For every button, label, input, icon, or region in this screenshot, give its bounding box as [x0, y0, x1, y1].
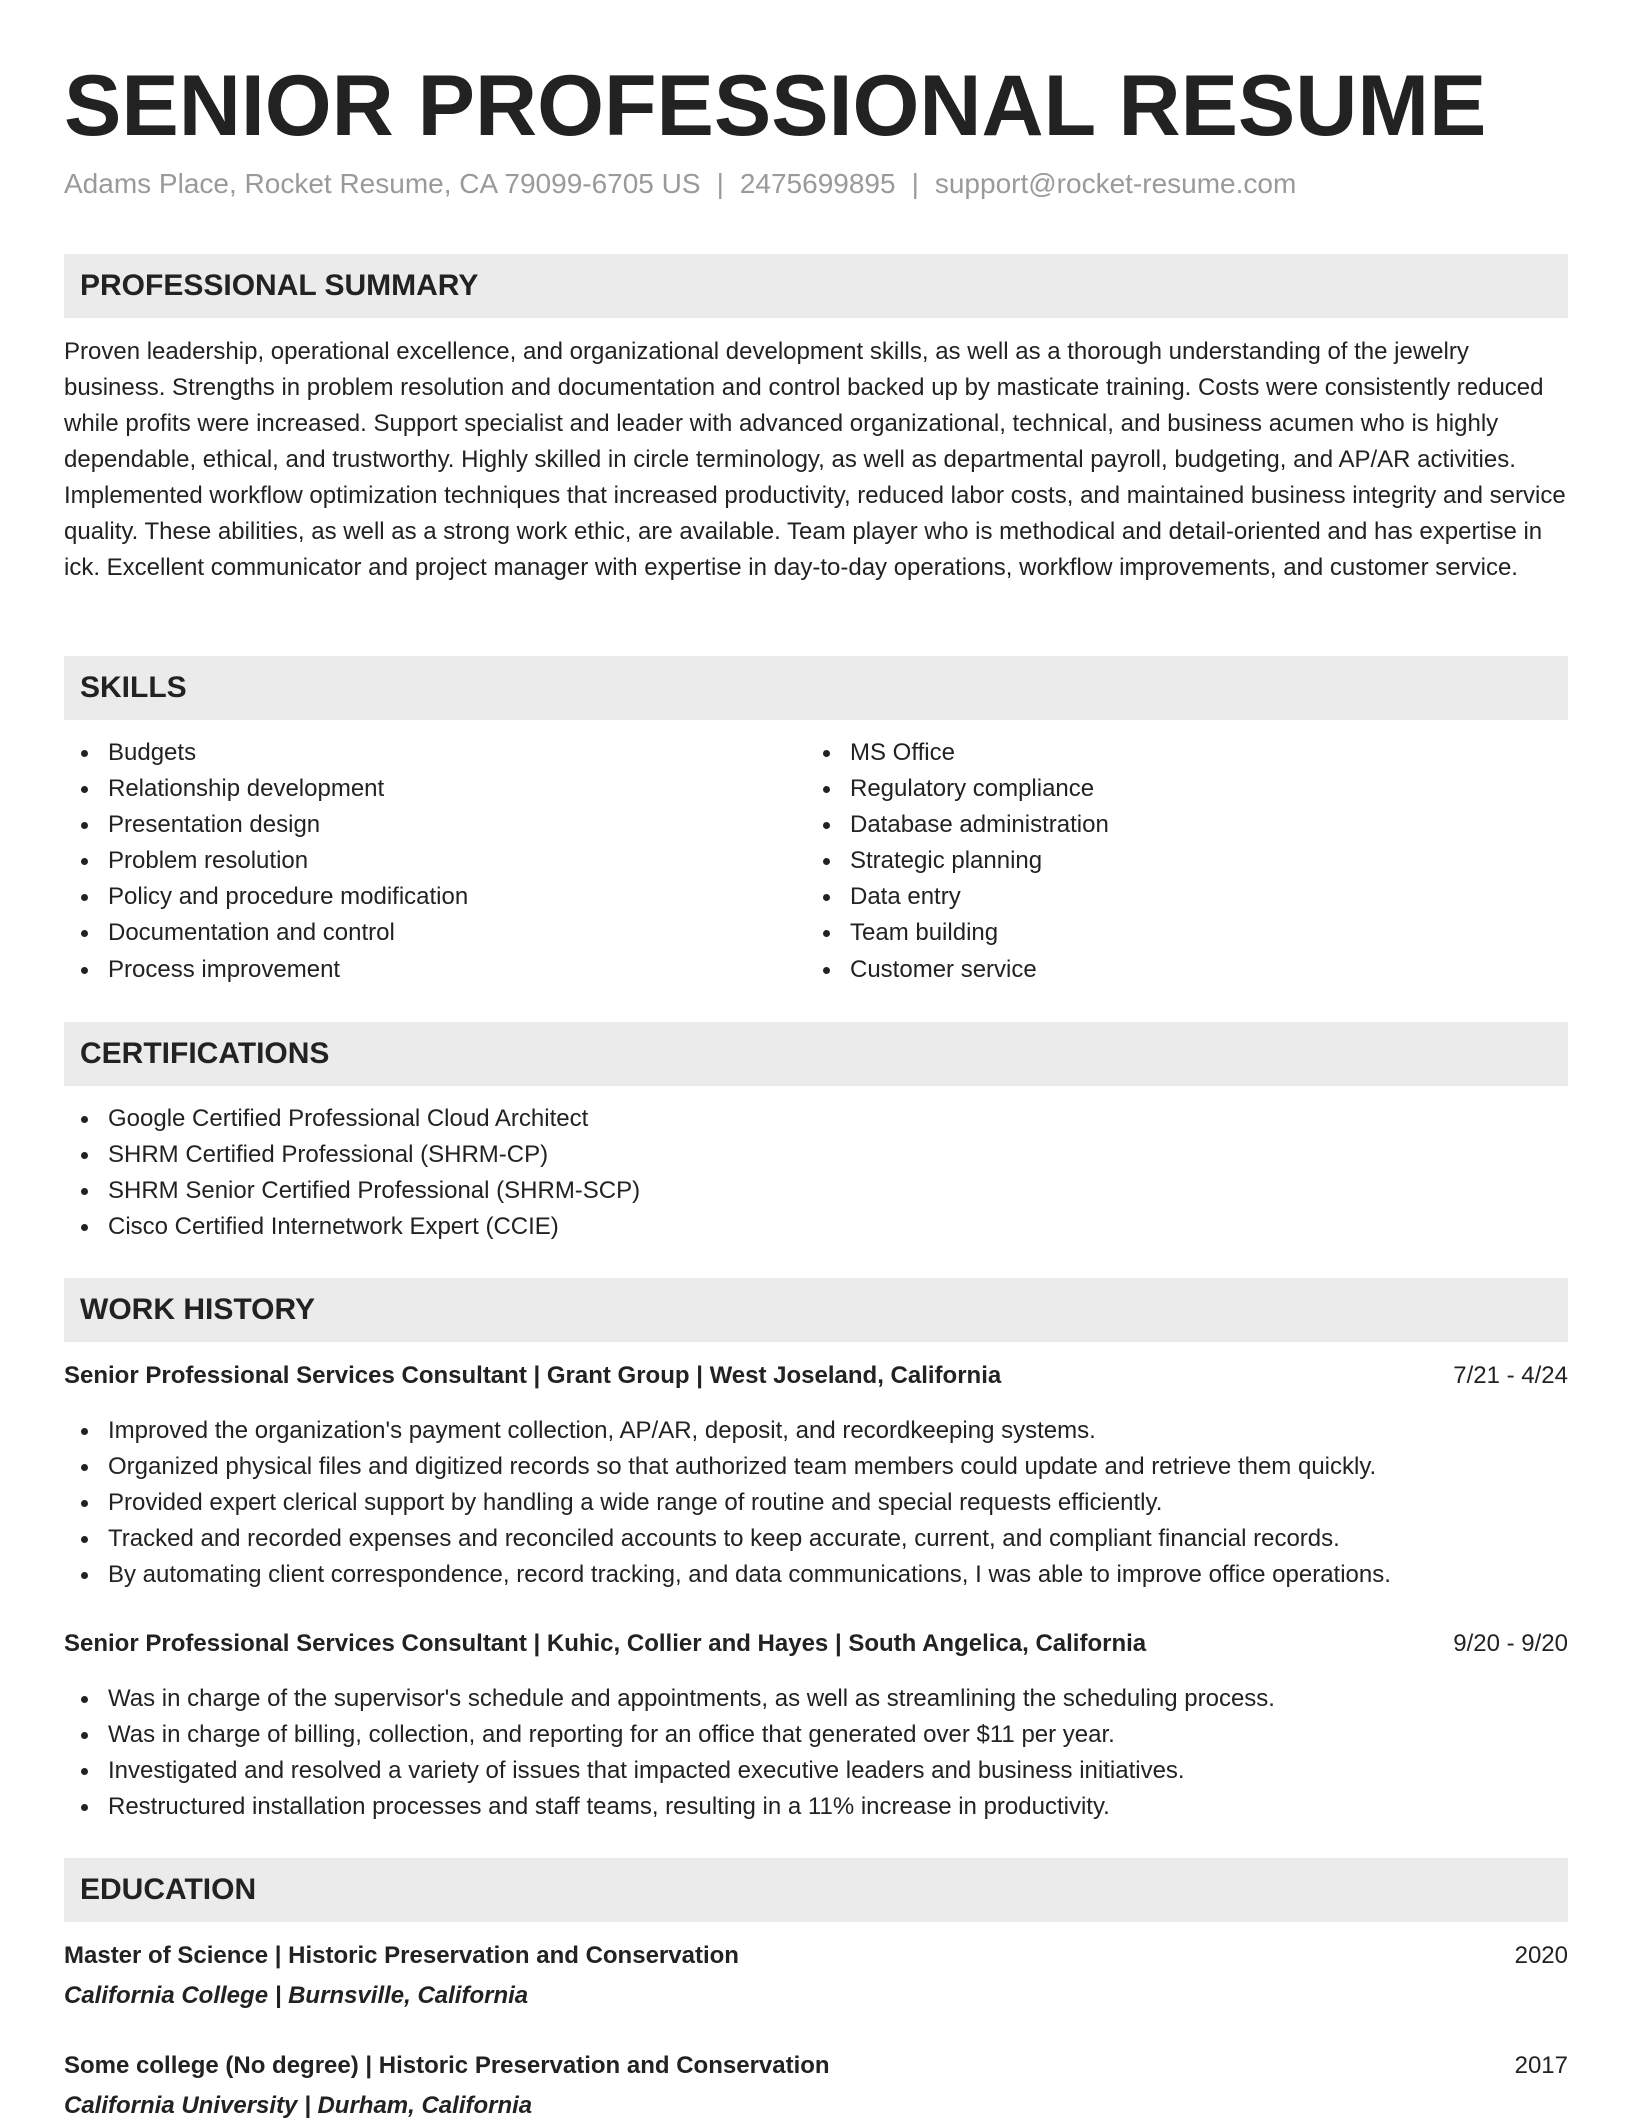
list-item: Tracked and recorded expenses and reconciled accounts to keep accurate, current, and compliant financial records. [64, 1521, 1568, 1557]
list-item: Relationship development [64, 771, 804, 807]
job-dates: 7/21 - 4/24 [1453, 1362, 1568, 1389]
job-title: Senior Professional Services Consultant | Grant Group | West Joseland, California [64, 1362, 1002, 1389]
list-item: SHRM Certified Professional (SHRM-CP) [64, 1137, 1568, 1173]
job-dates: 9/20 - 9/20 [1453, 1630, 1568, 1657]
list-item: Customer service [806, 952, 1546, 988]
list-item: Regulatory compliance [806, 771, 1546, 807]
education-degree: Some college (No degree) | Historic Preservation and Conservation [64, 2052, 830, 2079]
section-heading-education: EDUCATION [64, 1858, 1568, 1922]
education-year: 2020 [1514, 1942, 1568, 1969]
list-item: Problem resolution [64, 843, 804, 879]
contact-phone: 2475699895 [739, 168, 896, 199]
list-item: Was in charge of the supervisor's schedule and appointments, as well as streamlining the scheduling process. [64, 1681, 1568, 1717]
summary-text: Proven leadership, operational excellence, and organizational development skills, as well as a thorough understanding of the jewelry business. Strengths in problem resolution and documentation and control backed up by masticate training. Costs were consistently reduced while profits were increased. Support specialist and leader with advanced organizational, technical, and business acumen who is highly dependable, ethical, and trustworthy. Highly skilled in circle terminology, as well as departmental payroll, budgeting, and AP/AR activities. Implemented workflow optimization techniques that increased productivity, reduced labor costs, and maintained business integrity and service quality. These abilities, as well as a strong work ethic, are available. Team player who is methodical and detail-oriented and has expertise in ick. Excellent communicator and project manager with expertise in day-to-day operations, workflow improvements, and customer service. [64, 338, 1566, 581]
list-item: Organized physical files and digitized records so that authorized team members could update and retrieve them quickly. [64, 1449, 1568, 1485]
education-school: California University | Durham, California [64, 2092, 533, 2119]
list-item: Investigated and resolved a variety of issues that impacted executive leaders and business initiatives. [64, 1753, 1568, 1789]
education-degree: Master of Science | Historic Preservation and Conservation [64, 1942, 739, 1969]
list-item: Process improvement [64, 952, 804, 988]
list-item: Restructured installation processes and staff teams, resulting in a 11% increase in productivity. [64, 1789, 1568, 1825]
list-item: Presentation design [64, 807, 804, 843]
list-item: SHRM Senior Certified Professional (SHRM-SCP) [64, 1173, 1568, 1209]
education-year: 2017 [1514, 2052, 1568, 2079]
contact-separator: | [716, 168, 724, 199]
contact-separator: | [911, 168, 919, 199]
section-heading-summary: PROFESSIONAL SUMMARY [64, 254, 1568, 318]
job-bullets [64, 1413, 1568, 1593]
section-heading-work-history: WORK HISTORY [64, 1278, 1568, 1342]
section-heading-certifications: CERTIFICATIONS [64, 1022, 1568, 1086]
list-item: Provided expert clerical support by handling a wide range of routine and special requests efficiently. [64, 1485, 1568, 1521]
list-item: Data entry [806, 879, 1546, 915]
list-item: Strategic planning [806, 843, 1546, 879]
contact-address: Adams Place, Rocket Resume, CA 79099-6705 US [64, 168, 701, 199]
certifications-list [64, 1101, 1568, 1245]
list-item: MS Office [806, 735, 1546, 771]
list-item: Team building [806, 915, 1546, 951]
list-item: Improved the organization's payment collection, AP/AR, deposit, and recordkeeping systems. [64, 1413, 1568, 1449]
resume-title: SENIOR PROFESSIONAL RESUME [64, 58, 1487, 154]
list-item: Policy and procedure modification [64, 879, 804, 915]
job-bullets [64, 1681, 1568, 1825]
list-item: Cisco Certified Internetwork Expert (CCIE) [64, 1209, 1568, 1245]
section-heading-skills: SKILLS [64, 656, 1568, 720]
list-item: Database administration [806, 807, 1546, 843]
list-item: By automating client correspondence, record tracking, and data communications, I was able to improve office operations. [64, 1557, 1568, 1593]
list-item: Documentation and control [64, 915, 804, 951]
education-school: California College | Burnsville, California [64, 1982, 529, 2009]
skills-list-left [64, 735, 804, 988]
skills-list-right [806, 735, 1546, 988]
job-title: Senior Professional Services Consultant | Kuhic, Collier and Hayes | South Angelica, California [64, 1630, 1147, 1657]
contact-email: support@rocket-resume.com [934, 168, 1297, 199]
list-item: Was in charge of billing, collection, and reporting for an office that generated over $11 per year. [64, 1717, 1568, 1753]
list-item: Budgets [64, 735, 804, 771]
contact-line [64, 166, 1296, 202]
list-item: Google Certified Professional Cloud Architect [64, 1101, 1568, 1137]
